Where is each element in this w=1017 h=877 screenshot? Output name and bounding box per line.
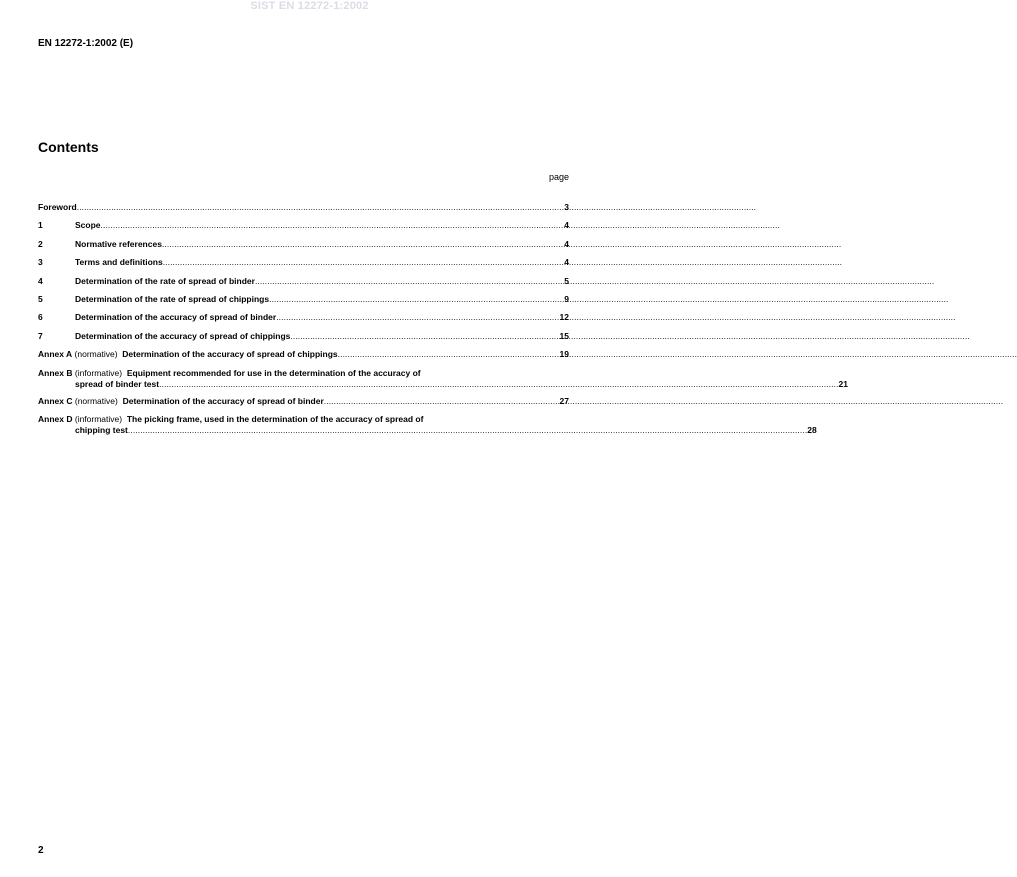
toc-page: 21: [838, 378, 848, 389]
annex-type: (normative): [74, 395, 118, 406]
toc-title: Determination of the accuracy of spread of chippings: [122, 349, 338, 360]
toc-entry-annex-d[interactable]: [38, 413, 817, 436]
leader-dots: [269, 294, 564, 305]
toc-entry-2[interactable]: [38, 239, 569, 250]
toc-entry-annex-b[interactable]: [38, 367, 848, 390]
watermark: SIST EN 12272-1:2002: [250, 0, 369, 12]
toc-title: The picking frame, used in the determination of the accuracy of spread of: [126, 413, 424, 424]
leader-dots: [324, 396, 560, 407]
leader-dots: [159, 379, 838, 390]
toc-entry-4[interactable]: [38, 276, 569, 287]
toc-entry-annex-a[interactable]: [38, 349, 569, 360]
toc-entry-3[interactable]: [38, 257, 569, 268]
toc-title: Determination of the accuracy of spread of binder: [75, 312, 277, 323]
toc-page: 4: [564, 220, 569, 231]
leader-dots: [77, 202, 565, 213]
annex-label: Annex D: [38, 413, 73, 424]
annex-type: (informative): [74, 367, 123, 378]
toc-number: 6: [38, 312, 43, 323]
toc-title: Equipment recommended for use in the determination of the accuracy of: [126, 367, 421, 378]
leader-dots: [276, 312, 559, 323]
page-column-label: page: [548, 172, 569, 182]
toc-page: 3: [564, 202, 569, 212]
toc-title: Scope: [75, 220, 101, 231]
leader-dots: [338, 349, 560, 360]
toc-title: Determination of the rate of spread of chippings: [75, 293, 270, 304]
leader-dots: [162, 239, 564, 250]
toc-title: Normative references: [75, 238, 162, 249]
toc-page: 5: [564, 275, 569, 286]
annex-type: (normative): [74, 349, 118, 360]
toc-page: 15: [559, 330, 569, 341]
toc-entry-foreword[interactable]: [38, 202, 569, 213]
toc-entry-1[interactable]: [38, 220, 569, 231]
leader-dots: [128, 425, 807, 436]
toc-page: 19: [559, 349, 569, 360]
toc-number: 7: [38, 330, 43, 341]
toc-number: 1: [38, 220, 43, 231]
annex-label: Annex C: [38, 395, 73, 406]
toc-title: Determination of the accuracy of spread of binder: [122, 395, 324, 406]
contents-heading: Contents: [38, 139, 99, 155]
toc-number: 2: [38, 238, 43, 249]
toc-number: 3: [38, 257, 43, 268]
toc-page: 12: [559, 312, 569, 323]
toc-number: 5: [38, 293, 43, 304]
document-id: EN 12272-1:2002 (E): [38, 38, 134, 49]
toc-title: Foreword: [38, 202, 77, 212]
toc-entry-annex-c[interactable]: [38, 396, 569, 407]
toc-entry-7[interactable]: [38, 331, 569, 342]
toc-title-continued: spread of binder test: [75, 378, 160, 389]
page-number: 2: [38, 845, 44, 856]
toc-entry-5[interactable]: [38, 294, 569, 305]
annex-type: (informative): [74, 413, 123, 424]
toc-page: 4: [564, 238, 569, 249]
leader-dots: [290, 331, 559, 342]
toc-title: Determination of the rate of spread of binder: [75, 275, 255, 286]
leader-dots: [255, 276, 564, 287]
toc-page: 4: [564, 257, 569, 268]
table-of-contents: [38, 202, 848, 442]
toc-title: Terms and definitions: [75, 257, 163, 268]
toc-entry-6[interactable]: [38, 312, 569, 323]
annex-label: Annex A: [38, 349, 73, 360]
annex-label: Annex B: [38, 367, 73, 378]
leader-dots: [101, 220, 565, 231]
leader-dots: [163, 257, 565, 268]
toc-page: 27: [559, 395, 569, 406]
toc-title-continued: chipping test: [75, 424, 128, 435]
toc-page: 9: [564, 293, 569, 304]
toc-title: Determination of the accuracy of spread of chippings: [75, 330, 291, 341]
toc-page: 28: [807, 424, 817, 435]
toc-number: 4: [38, 275, 43, 286]
